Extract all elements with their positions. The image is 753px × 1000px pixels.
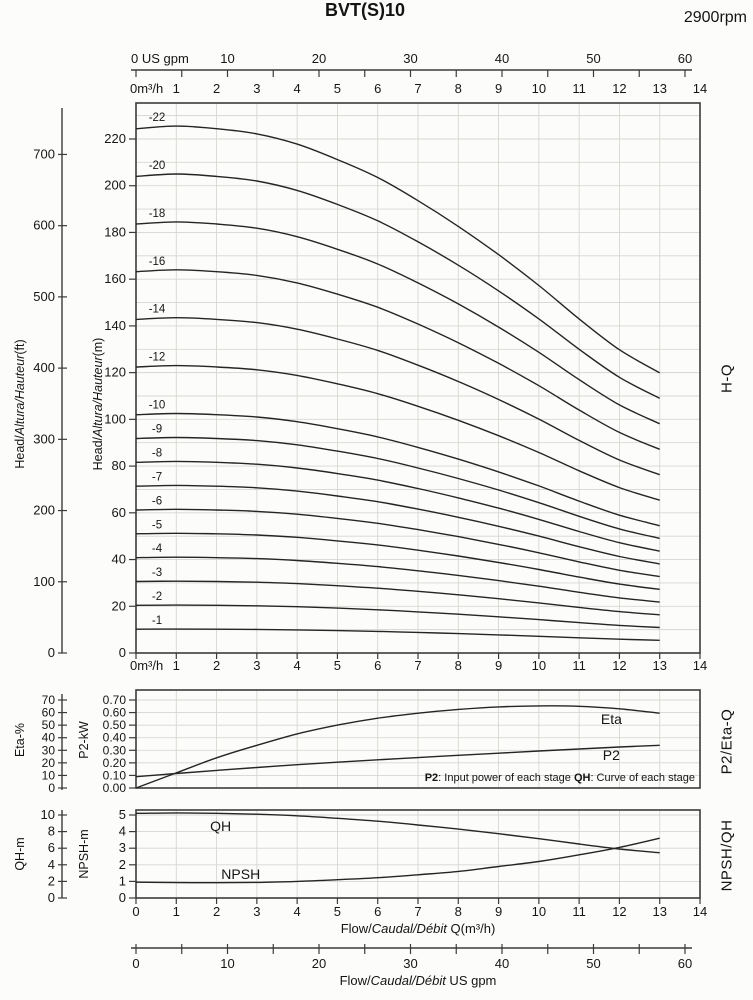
head-m-tick-label: 100: [104, 411, 126, 427]
m3h-bottom-tick-label: 13: [652, 658, 667, 673]
head-m-tick-label: 0: [118, 645, 126, 660]
eta-tick-label: 10: [41, 768, 55, 783]
m3h-bottom-tick-label: 3: [253, 658, 261, 673]
hq-curve-stage-7: [136, 485, 660, 564]
gpm-top-tick-label: 30: [403, 51, 418, 66]
m3h-bottom-tick-label: 7: [414, 658, 422, 673]
hq-curve-stage-6: [136, 509, 660, 576]
head-ft-tick-label: 700: [33, 146, 55, 162]
flow-tick-label: 7: [414, 904, 422, 919]
gpm-bottom-tick-label: 0: [132, 956, 140, 971]
head-m-tick-label: 80: [111, 458, 126, 474]
axis-title-qh: QH-m: [13, 837, 27, 871]
flow-tick-label: 2: [212, 904, 221, 919]
flow-tick-label: 6: [374, 904, 382, 919]
head-ft-tick-label: 100: [33, 573, 55, 589]
eta-tick-label: 20: [41, 755, 55, 770]
npsh-tick-label: 5: [118, 807, 126, 822]
gpm-bottom-tick-label: 20: [311, 956, 327, 971]
section-label-hq: H-Q: [718, 364, 736, 393]
eta-tick-label: 50: [41, 718, 55, 733]
m3h-top-tick-label: 6: [374, 81, 382, 96]
gpm-bottom-tick-label: 60: [677, 956, 693, 971]
flow-tick-label: 0: [132, 904, 140, 919]
m3h-top-tick-label: 13: [652, 81, 667, 96]
gpm-top-tick-label: 60: [677, 51, 693, 66]
head-ft-tick-label: 0: [47, 645, 55, 660]
m3h-bottom-tick-label: 8: [454, 658, 462, 673]
section-label-p2eta: P2/Eta-Q: [718, 708, 736, 775]
stage-curve-label: -2: [151, 591, 163, 604]
eta-tick-label: 0: [48, 781, 55, 795]
stage-note: P2: Input power of each stage QH: Curve of each stage: [424, 772, 695, 784]
qh-tick-label: 0: [47, 890, 55, 905]
head-m-tick-label: 160: [104, 271, 126, 287]
eta-tick-label: 30: [41, 743, 55, 758]
p2-tick-label: 0.10: [102, 768, 126, 783]
m3h-bottom-tick-label: 14: [692, 658, 708, 673]
p2-curve-label: P2: [602, 747, 620, 763]
head-m-tick-label: 180: [104, 224, 126, 240]
m3h-bottom-tick-label: 0m³/h: [130, 658, 164, 673]
stage-curve-label: -16: [148, 255, 166, 268]
m3h-top-tick-label: 3: [253, 81, 261, 96]
hq-curve-stage-16: [136, 270, 660, 450]
m3h-bottom-tick-label: 2: [212, 658, 221, 673]
stage-curve-label: -6: [151, 495, 163, 508]
stage-curve-label: -1: [151, 615, 163, 628]
head-ft-tick-label: 400: [33, 360, 55, 376]
p2-tick-label: 0.60: [102, 705, 126, 720]
stage-curve-label: -20: [148, 160, 166, 173]
m3h-bottom-tick-label: 9: [494, 658, 503, 673]
stage-curve-label: -7: [151, 471, 163, 484]
m3h-top-tick-label: 14: [692, 81, 708, 96]
eta-tick-label: 70: [41, 693, 55, 708]
axis-title-npsh: NPSH-m: [77, 829, 91, 879]
eta-tick-label: 40: [41, 730, 55, 745]
p2-tick-label: 0.20: [102, 755, 126, 770]
stage-curve-label: -10: [148, 399, 166, 412]
stage-curve-label: -12: [148, 351, 166, 364]
stage-curve-label: -3: [151, 567, 163, 580]
m3h-bottom-tick-label: 6: [374, 658, 382, 673]
stage-curve-label: -8: [151, 447, 163, 460]
page-title: BVT(S)10: [324, 0, 405, 20]
m3h-bottom-tick-label: 12: [612, 658, 627, 673]
flow-tick-label: 8: [454, 904, 462, 919]
m3h-top-tick-label: 2: [212, 81, 221, 96]
axis-title-head-ft: Head/Altura/Hauteur(ft): [13, 339, 27, 469]
hq-curve-stage-12: [136, 366, 660, 501]
m3h-top-tick-label: 7: [414, 81, 422, 96]
hq-curve-stage-2: [136, 605, 660, 627]
flow-tick-label: 12: [612, 904, 627, 919]
m3h-bottom-tick-label: 11: [572, 658, 586, 673]
xaxis-title-m3h: Flow/Caudal/Débit Q(m³/h): [340, 921, 496, 936]
m3h-bottom-tick-label: 5: [333, 658, 342, 673]
hq-curve-stage-20: [136, 174, 660, 398]
npsh-tick-label: 0: [118, 890, 126, 905]
m3h-top-tick-label: 10: [531, 81, 547, 96]
head-m-tick-label: 200: [104, 177, 126, 193]
eta-curve-label: Eta: [600, 711, 622, 727]
head-ft-tick-label: 300: [33, 431, 55, 447]
qh-tick-label: 10: [40, 807, 55, 822]
npsh-tick-label: 3: [118, 840, 126, 856]
hq-curve-stage-10: [136, 414, 660, 526]
m3h-top-tick-label: 0m³/h: [130, 81, 164, 96]
hq-curve-stage-4: [136, 557, 660, 602]
gpm-top-tick-label: 40: [494, 51, 510, 66]
hq-curve-stage-22: [136, 126, 660, 373]
hq-curve-stage-3: [136, 581, 660, 615]
qh-tick-label: 2: [47, 873, 55, 889]
flow-tick-label: 13: [652, 904, 667, 919]
npsh-tick-label: 4: [118, 823, 126, 839]
eta-tick-label: 60: [41, 705, 55, 720]
hq-curve-stage-8: [136, 461, 660, 551]
rpm-label: 2900rpm: [683, 9, 747, 26]
head-m-tick-label: 60: [111, 504, 126, 520]
hq-curve-stage-9: [136, 438, 660, 539]
m3h-top-tick-label: 11: [572, 81, 586, 96]
m3h-bottom-tick-label: 10: [531, 658, 547, 673]
head-m-tick-label: 140: [104, 317, 126, 333]
m3h-top-tick-label: 1: [172, 81, 180, 96]
head-ft-tick-label: 200: [33, 502, 55, 518]
axis-title-head-m: Head/Altura/Hauteur(m): [91, 337, 105, 471]
flow-tick-label: 14: [692, 904, 708, 919]
gpm-top-tick-label: 50: [586, 51, 601, 66]
m3h-top-tick-label: 5: [333, 81, 342, 96]
flow-tick-label: 10: [531, 904, 547, 919]
p2-tick-label: 0.30: [102, 743, 126, 758]
flow-tick-label: 4: [293, 904, 301, 919]
stage-curve-label: -14: [148, 303, 166, 316]
head-m-tick-label: 220: [104, 130, 126, 146]
m3h-bottom-tick-label: 4: [293, 658, 301, 673]
qh-curve-label: QH: [210, 818, 232, 834]
m3h-top-tick-label: 4: [293, 81, 301, 96]
flow-tick-label: 5: [333, 904, 342, 919]
head-ft-tick-label: 500: [33, 288, 55, 304]
m3h-top-tick-label: 8: [454, 81, 462, 96]
p2-tick-label: 0.00: [102, 781, 126, 795]
flow-tick-label: 1: [172, 904, 180, 919]
stage-curve-label: -5: [151, 519, 163, 532]
p2-tick-label: 0.50: [102, 718, 126, 733]
stage-curve-label: -4: [151, 543, 163, 556]
gpm-bottom-tick-label: 30: [403, 956, 418, 971]
section-label-npshqh: NPSH/QH: [718, 819, 736, 892]
gpm-bottom-tick-label: 10: [220, 956, 235, 971]
p2-tick-label: 0.70: [102, 693, 126, 708]
flow-tick-label: 11: [572, 904, 586, 919]
head-m-tick-label: 40: [111, 551, 126, 567]
axis-title-eta: Eta-%: [13, 722, 27, 758]
flow-tick-label: 9: [494, 904, 503, 919]
qh-tick-label: 4: [47, 856, 55, 872]
npsh-tick-label: 1: [118, 873, 126, 889]
stage-curve-label: -9: [151, 423, 163, 436]
axis-title-p2: P2-kW: [77, 721, 91, 759]
npsh-tick-label: 2: [118, 856, 126, 872]
qh-tick-label: 8: [47, 823, 55, 839]
m3h-bottom-tick-label: 1: [172, 658, 180, 673]
npsh-curve-label: NPSH: [221, 866, 261, 882]
gpm-top-tick-label: 20: [311, 51, 327, 66]
gpm-bottom-tick-label: 40: [494, 956, 510, 971]
gpm-top-tick-label: 0 US gpm: [131, 51, 189, 66]
xaxis-title-gpm: Flow/Caudal/Débit US gpm: [339, 973, 497, 988]
gpm-top-tick-label: 10: [220, 51, 235, 66]
m3h-top-tick-label: 12: [612, 81, 627, 96]
flow-tick-label: 3: [253, 904, 261, 919]
qh-tick-label: 6: [47, 840, 55, 856]
hq-curve-stage-18: [136, 222, 660, 424]
gpm-bottom-tick-label: 50: [586, 956, 601, 971]
m3h-top-tick-label: 9: [494, 81, 503, 96]
stage-curve-label: -22: [148, 112, 166, 125]
p2-tick-label: 0.40: [102, 730, 126, 745]
hq-curve-stage-1: [136, 629, 660, 640]
stage-curve-label: -18: [148, 207, 166, 220]
head-ft-tick-label: 600: [33, 217, 55, 233]
head-m-tick-label: 120: [104, 364, 126, 380]
head-m-tick-label: 20: [111, 598, 126, 614]
